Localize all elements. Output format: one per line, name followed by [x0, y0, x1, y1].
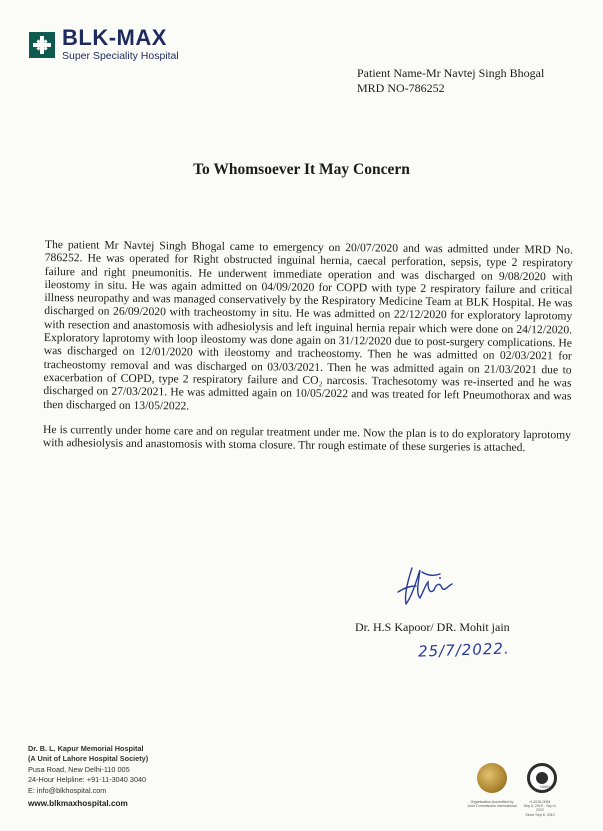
- hospital-address: [28, 744, 148, 809]
- hospital-website: www.blkmaxhospital.com: [28, 799, 128, 809]
- nabh-caption-line: H-2016-0054: [529, 800, 551, 804]
- letter-paragraph: The patient Mr Navtej Singh Bhogal came to emergency on 20/07/2020 and was admitted under MRD No. 786252. He was operated for Right obstructed inguinal hernia, caecal perforation, sepsis, type 2 respiratory failure and right pneumonitis. He underwent immediate operation and was discharged on 9/08/2020 with ileostomy in situ. He was again admitted on 04/09/2020 for COPD with type 2 respiratory failure and critical illness neuropathy and was managed conservatively by the Respiratory Medicine Team at BLK Hospital. He was discharged on 26/09/2020 with tracheostomy in situ. He was admitted on 22/12/2020 for exploratory laprotomy with resection and anastomosis with adhesiolysis and left inguinal hernia repair which were done on 24/12/2020. Exploratory laprotomy with loop ileostomy was done again on 31/12/2020 due to post-surgery complications. He was discharged on 12/01/2020 with ileostomy and tracheostomy. Then he was admitted on 02/03/2021 for tracheostomy removal and was discharged on 03/03/2021. Then he was admitted again on 21/03/2021 due to exacerbation of COPD, type 2 respiratory failure and CO₂ narcosis. Trachesotomy was re-inserted and he was discharged on 27/03/2021. He was admitted again on 10/05/2022 and was treated for left Pneumothorax and was then discharged on 13/05/2022.: [43, 238, 573, 413]
- doctor-names: Dr. H.S Kapoor/ DR. Mohit jain: [355, 620, 510, 634]
- hospital-helpline: 24-Hour Helpline: +91-11-3040 3040: [28, 775, 147, 785]
- hospital-street: Pusa Road, New Delhi-110 005: [28, 764, 130, 774]
- star-cross-icon: [29, 32, 55, 58]
- hospital-parent: (A Unit of Lahore Hospital Society): [28, 754, 149, 764]
- brand-name: BLK-MAX: [62, 25, 167, 50]
- nabh-caption-line: Since Sep 6, 2010: [525, 812, 555, 817]
- patient-name: Patient Name-Mr Navtej Singh Bhogal: [357, 66, 545, 80]
- jci-caption-line: Organisation Accredited by: [470, 800, 514, 804]
- jci-seal-icon: [477, 763, 507, 793]
- handwritten-date: 25/7/2022.: [417, 639, 510, 661]
- nabh-caption-line: Sep 6, 2019 - Sep 6, 2022: [523, 804, 557, 813]
- brand-tagline: Super Speciality Hospital: [62, 50, 179, 62]
- letter-paragraph: He is currently under home care and on regular treatment under me. Now the plan is to do exploratory laprotomy with adhesiolysis and anastomosis with stoma closure. Thr rough estimate of these surgeries is attached.: [42, 422, 572, 455]
- hospital-logo: [29, 27, 179, 63]
- jci-caption-line: Joint Commission International: [467, 804, 517, 809]
- letter-heading: To Whomsoever It May Concern: [193, 161, 410, 178]
- patient-mrd: MRD NO-786252: [357, 81, 445, 95]
- handwritten-signature: [394, 560, 464, 615]
- hospital-email: E: info@blkhospital.com: [28, 785, 107, 795]
- nabh-label: NABH: [540, 785, 550, 789]
- letter-body: [43, 238, 573, 467]
- hospital-name: Dr. B. L. Kapur Memorial Hospital: [28, 744, 144, 753]
- patient-info: [357, 66, 544, 96]
- nabh-caption: [520, 800, 560, 817]
